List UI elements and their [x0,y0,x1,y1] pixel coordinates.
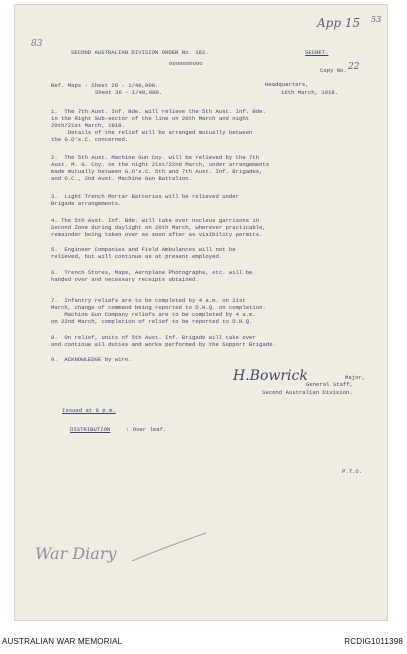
pencil-stroke [130,527,210,567]
paragraph-5: 5. Engineer Companies and Field Ambulances will not be relieved, but will continue as at present employed. [51,246,236,261]
paragraph-4: 4. The 5th Aust. Inf. Bde. will take over nucleus garrisons in Second Zone during daylight on 20th March, wherever practicable, remainder being taken over as soon after as visibility permits. [51,217,266,239]
order-title: SECOND AUSTRALIAN DIVISION ORDER No. 182. [71,49,209,56]
paragraph-6: 6. Trench Stores, Maps, Aeroplane Photographs, etc. will be handed over and necessary receipts obtained. [51,269,253,284]
paragraph-2: 2. The 5th Aust. Machine Gun Coy. will be relieved by the 7th Aust. M. G. Coy. on the night 21st/22nd March, under arrangements made mutually between G.O's.C. 5th and 7th Aust. Inf. Brigades, and O.C., 2nd Aust. Machine Gun Battalion. [51,154,270,183]
title-divider: oooooooooo [169,60,203,67]
ref-maps-line-1: Ref. Maps - Sheet 28 - 1/40,000. [51,82,159,89]
corner-number-handwritten: 83 [31,39,43,49]
ref-maps-line-2: Sheet 36 - 1/40,000. [95,89,163,96]
order-date: 16th March, 1918. [281,89,339,96]
paragraph-8: 8. On relief, units of 5th Aust. Inf. Brigade will take over and continue all duties and works performed by the Support Brigade. [51,334,276,349]
war-diary-note-handwritten: War Diary [35,544,117,563]
signature-rank: Major, [345,374,366,381]
paragraph-7: 7. Infantry reliefs are to be completed by 4 a.m. on 21st March, change of command being reported to D.H.Q. on completion. Machine Gun Company reliefs are to be completed by 4 a.m. on 22nd March, completion of relief to be reported to D.H.Q. [51,297,266,326]
paragraph-3: 3. Light Trench Mortar Batteries will be relieved under Brigade arrangements. [51,193,239,208]
copy-label: Copy No. [320,67,347,74]
signature-division: Second Australian Division. [262,389,353,396]
please-turn-over: P.T.O. [342,468,363,475]
paragraph-9: 9. ACKNOWLEDGE by wire. [51,356,132,363]
distribution-label: DISTRIBUTION [70,426,111,433]
classification: SECRET. [305,49,329,56]
issued-time: Issued at 8 p.m. [62,407,116,414]
headquarters: Headquarters, [265,81,309,88]
signature-handwritten: H.Bowrick [233,368,308,384]
distribution-text: : Over leaf. [126,426,167,433]
signature-role: General Staff, [306,381,353,388]
page-number-handwritten: 53 [371,15,382,24]
copy-number-handwritten: 22 [348,62,360,72]
paragraph-1: 1. The 7th Aust. Inf. Bde. will relieve the 5th Aust. Inf. Bde. in the Right Sub-sector of the line on 20th March and night 20th/21st March, 1918. Details of the relief will be arranged mutually between the G.O's.C. concerned. [51,108,266,144]
document-page [14,4,388,621]
footer-source: AUSTRALIAN WAR MEMORIAL [2,637,123,646]
footer-reference-id: RCDIG1011398 [344,637,403,646]
appendix-note-handwritten: App 15 [317,16,361,30]
